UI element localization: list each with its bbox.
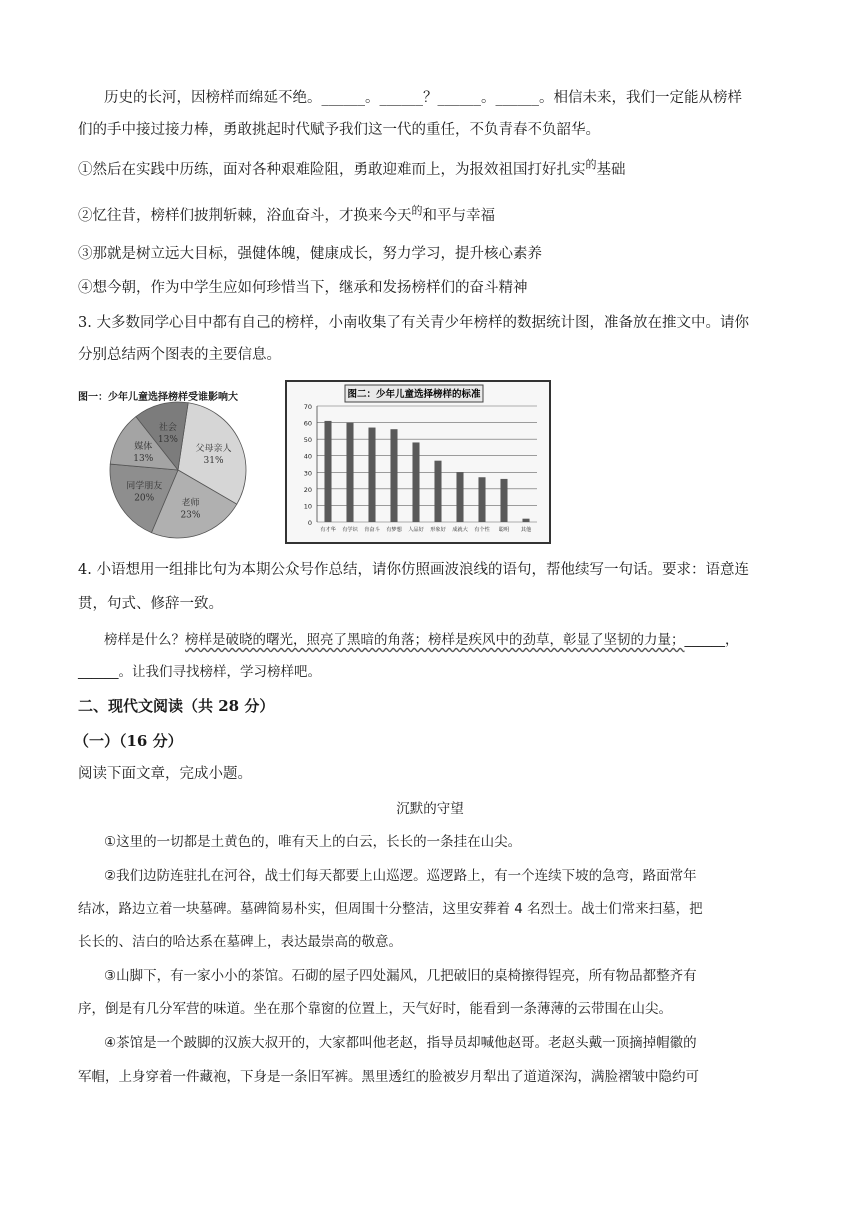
option-2 bbox=[78, 206, 495, 227]
pie-slice-percent: 20% bbox=[134, 493, 155, 504]
bar-chart-frame bbox=[285, 380, 551, 544]
passage-line: 长长的、洁白的哈达系在墓碑上，表达最崇高的敬意。 bbox=[78, 934, 402, 950]
bar bbox=[456, 472, 463, 522]
y-tick-label: 20 bbox=[303, 485, 312, 494]
x-tick-label: 有才华 bbox=[320, 527, 336, 533]
passage-line: 结冰，路边立着一块墓碑。墓碑简易朴实，但周围十分整洁，这里安葬着 4 名烈士。战士们常来扫墓，把 bbox=[78, 901, 703, 917]
bar-chart bbox=[287, 382, 549, 542]
pie-slice-label: 社会 bbox=[158, 422, 177, 433]
pie-slice-label: 媒体 bbox=[134, 442, 153, 453]
bar bbox=[522, 519, 529, 522]
pie-slice-percent: 13% bbox=[157, 434, 178, 445]
option-1-tail: 基础 bbox=[596, 162, 626, 178]
q3-line-2: 分别总结两个图表的主要信息。 bbox=[78, 347, 281, 363]
x-tick-label: 有个性 bbox=[474, 527, 490, 533]
x-tick-label: 人品好 bbox=[408, 527, 424, 533]
option-1-sup: 的 bbox=[585, 158, 597, 171]
q4-blank-1: ______， bbox=[684, 632, 739, 648]
q4-line-4: ______。让我们寻找榜样，学习榜样吧。 bbox=[78, 664, 321, 680]
y-tick-label: 0 bbox=[307, 519, 312, 527]
q3-line-1: 3. 大多数同学心目中都有自己的榜样，小南收集了有关青少年榜样的数据统计图，准备放在推文中。请你 bbox=[78, 315, 749, 331]
option-4: ④想今朝，作为中学生应如何珍惜当下，继承和发扬榜样们的奋斗精神 bbox=[78, 280, 528, 296]
pie-slice-percent: 23% bbox=[180, 510, 201, 521]
y-tick-label: 10 bbox=[303, 502, 312, 511]
pie-slice-percent: 13% bbox=[133, 454, 154, 465]
x-tick-label: 成就大 bbox=[452, 527, 468, 533]
x-tick-label: 聪明 bbox=[498, 527, 510, 533]
pie-slice-label: 父母亲人 bbox=[195, 443, 232, 454]
subsection-heading: （一）（16 分） bbox=[74, 732, 183, 750]
bar bbox=[478, 477, 485, 522]
reading-instruction: 阅读下面文章，完成小题。 bbox=[78, 766, 252, 782]
pie-chart bbox=[78, 400, 278, 540]
q4-wavy-sentence: 榜样是破晓的曙光，照亮了黑暗的角落；榜样是疾风中的劲草，彰显了坚韧的力量； bbox=[185, 632, 685, 648]
passage-line: ②我们边防连驻扎在河谷，战士们每天都要上山巡逻。巡逻路上，有一个连续下坡的急弯，路面常年 bbox=[104, 868, 697, 884]
y-tick-label: 60 bbox=[303, 419, 312, 428]
x-tick-label: 形象好 bbox=[430, 527, 446, 533]
option-2-tail: 和平与幸福 bbox=[422, 208, 495, 224]
bar bbox=[324, 421, 331, 522]
x-tick-label: 肯奋斗 bbox=[364, 527, 380, 533]
passage-line: ④茶馆是一个跛脚的汉族大叔开的，大家都叫他老赵，指导员却喊他赵哥。老赵头戴一顶摘掉帽徽的 bbox=[104, 1035, 697, 1051]
y-tick-label: 70 bbox=[303, 403, 312, 411]
option-3: ③那就是树立远大目标，强健体魄，健康成长，努力学习，提升核心素养 bbox=[78, 246, 542, 262]
q4-line-3 bbox=[104, 630, 739, 650]
x-tick-label: 有梦想 bbox=[386, 527, 402, 533]
passage-line: 序，倒是有几分军营的味道。坐在那个靠窗的位置上，天气好时，能看到一条薄薄的云带围在山尖。 bbox=[78, 1001, 672, 1017]
passage-line: ①这里的一切都是土黄色的，唯有天上的白云，长长的一条挂在山尖。 bbox=[104, 834, 522, 850]
y-tick-label: 30 bbox=[303, 469, 312, 478]
option-2-text: ②忆往昔，榜样们披荆斩棘，浴血奋斗，才换来今天 bbox=[78, 208, 412, 224]
section-heading: 二、现代文阅读（共 28 分） bbox=[78, 697, 275, 715]
passage-line: ③山脚下，有一家小小的茶馆。石砌的屋子四处漏风，几把破旧的桌椅擦得锃亮，所有物品都整齐有 bbox=[104, 968, 697, 984]
q4-line-1: 4. 小语想用一组排比句为本期公众号作总结，请你仿照画波浪线的语句，帮他续写一句话。要求：语意连 bbox=[78, 562, 749, 578]
bar bbox=[412, 442, 419, 522]
pie-slice-label: 同学朋友 bbox=[126, 481, 163, 492]
option-1 bbox=[78, 160, 626, 181]
intro-line-1: 历史的长河，因榜样而绵延不绝。______。______？______。______。相信未来，我们一定能从榜样 bbox=[104, 90, 742, 106]
pie-slice-percent: 31% bbox=[203, 455, 224, 466]
bar bbox=[368, 428, 375, 522]
y-tick-label: 40 bbox=[303, 452, 312, 461]
article-title: 沉默的守望 bbox=[396, 801, 464, 817]
x-tick-label: 其他 bbox=[520, 527, 532, 533]
bar-chart-title: 图二：少年儿童选择榜样的标准 bbox=[347, 389, 481, 400]
option-2-sup: 的 bbox=[411, 204, 423, 217]
pie-slice-label: 老师 bbox=[181, 498, 200, 509]
option-1-text: ①然后在实践中历练，面对各种艰难险阻，勇敢迎难而上，为报效祖国打好扎实 bbox=[78, 162, 586, 178]
bar bbox=[500, 479, 507, 522]
intro-line-2: 们的手中接过接力棒，勇敢挑起时代赋予我们这一代的重任，不负青春不负韶华。 bbox=[78, 122, 600, 138]
y-tick-label: 50 bbox=[303, 436, 312, 445]
x-tick-label: 有学识 bbox=[342, 527, 358, 533]
passage-line: 军帽，上身穿着一件藏袍，下身是一条旧军裤。黑里透红的脸被岁月犁出了道道深沟，满脸褶皱中隐约可 bbox=[78, 1069, 699, 1085]
bar bbox=[434, 461, 441, 522]
bar bbox=[390, 429, 397, 522]
q4-line-2: 贯，句式、修辞一致。 bbox=[78, 596, 223, 612]
bar bbox=[346, 423, 353, 522]
pie-chart-title: 图一：少年儿童选择榜样受谁影响大 bbox=[78, 392, 238, 403]
q4-prompt: 榜样是什么？ bbox=[104, 632, 185, 648]
